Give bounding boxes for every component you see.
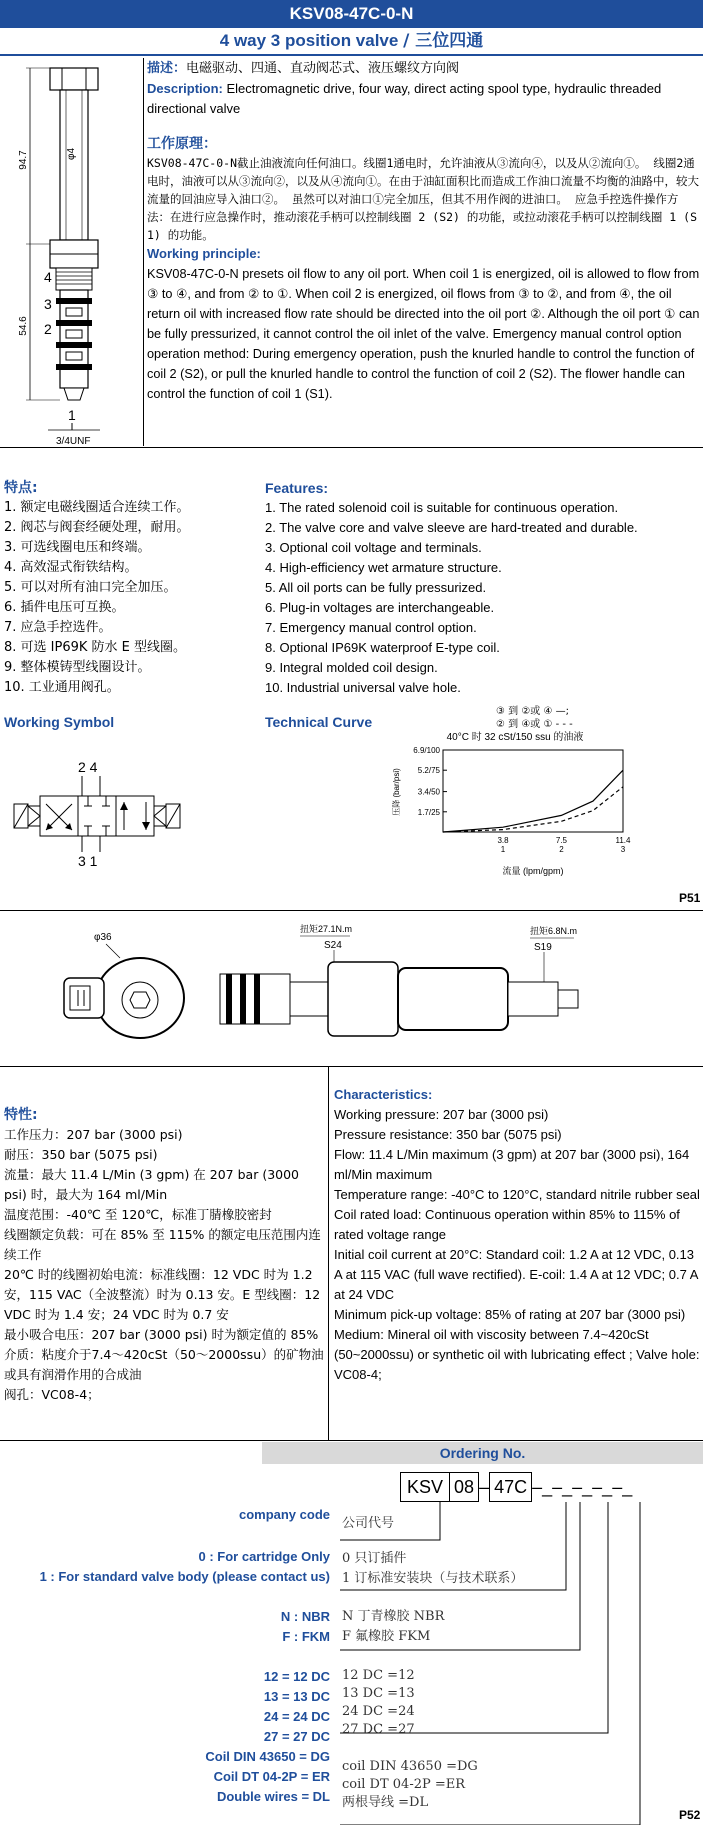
x-tick-label: 3.8: [497, 836, 509, 845]
order-v13-en: 13 = 13 DC: [263, 1689, 330, 1704]
list-item: 介质：粘度介于7.4～420cSt（50～2000ssu）的矿物油或具有润滑作用的合成油: [4, 1347, 324, 1382]
order-fkm-cn: F 氟橡胶 FKM: [342, 1629, 431, 1644]
y-tick-label: 3.4/50: [417, 787, 440, 797]
order-din-en: Coil DIN 43650 = DG: [205, 1749, 330, 1764]
x-tick-label: 11.4: [615, 836, 631, 845]
order-dt-cn: coil DT 04-2P =ER: [342, 1777, 466, 1792]
code-tail: –_–_–_–_–_: [532, 1477, 633, 1497]
torque-size-1: S24: [324, 940, 342, 951]
page-subtitle: [0, 28, 703, 54]
list-item: 4. 高效湿式衔铁结构。: [4, 560, 138, 575]
x-tick-label: 7.5: [555, 836, 567, 845]
features-cn: [4, 478, 259, 698]
list-item: 8. Optional IP69K waterproof E-type coil.: [265, 640, 500, 655]
principle-block: [147, 134, 700, 404]
x-tick-label-gpm: 2: [559, 845, 564, 854]
order-cartridge-en: 0 : For cartridge Only: [198, 1549, 330, 1564]
order-v12-cn: 12 DC =12: [342, 1668, 415, 1683]
order-v27-en: 27 = 27 DC: [263, 1729, 330, 1744]
symbol-port-top: 2 4: [78, 760, 98, 775]
code-47c: 47C: [489, 1472, 532, 1502]
ordering-title-bar: [262, 1442, 703, 1464]
order-body-en: 1 : For standard valve body (please contact us): [39, 1569, 330, 1584]
subtitle-cn: / 三位四通: [403, 31, 484, 51]
list-item: 8. 可选 IP69K 防水 E 型线圈。: [4, 640, 187, 655]
coil-dia: φ36: [94, 932, 112, 943]
list-item: Pressure resistance: 350 bar (5075 psi): [334, 1127, 562, 1142]
port-label-2: 2: [44, 321, 52, 337]
torque-size-2: S19: [534, 942, 552, 953]
characteristics-en: [334, 1085, 700, 1385]
list-item: 6. 插件电压可互换。: [4, 600, 125, 615]
order-v27-cn: 27 DC =27: [342, 1722, 415, 1737]
port-label-1: 1: [68, 407, 76, 423]
chart-plot: [443, 750, 623, 832]
order-nbr-cn: N 丁青橡胶 NBR: [342, 1609, 445, 1624]
order-v24-cn: 24 DC =24: [342, 1704, 415, 1719]
working-symbol: [10, 760, 185, 870]
coil-drawing: [50, 920, 670, 1060]
list-item: 4. High-efficiency wet armature structure.: [265, 560, 502, 575]
list-item: Temperature range: -40°C to 120°C, standard nitrile rubber seal: [334, 1187, 700, 1202]
dim-54-6: 54.6: [18, 316, 29, 336]
technical-curve-chart: [385, 728, 645, 878]
torque-1: 扭矩27.1N.m: [300, 924, 353, 934]
port-label-4: 4: [44, 269, 52, 285]
characteristics-divider: [328, 1066, 329, 1440]
torque-2: 扭矩6.8N.m: [530, 926, 578, 936]
dim-phi4: φ4: [66, 147, 77, 161]
list-item: 工作压力：207 bar (3000 psi): [4, 1127, 183, 1142]
port-label-3: 3: [44, 296, 52, 312]
list-item: 阀孔：VC08-4；: [4, 1387, 100, 1402]
y-tick-label: 1.7/25: [417, 807, 440, 817]
order-fkm-en: F : FKM: [282, 1629, 330, 1644]
order-v24-en: 24 = 24 DC: [263, 1709, 330, 1724]
characteristics-cn-title: 特性:: [4, 1107, 38, 1123]
order-nbr-en: N : NBR: [280, 1609, 330, 1624]
list-item: 20℃ 时的线圈初始电流：标准线圈：12 VDC 时为 1.2 安，115 VAC（全波整流）时为 0.13 安。E 型线圈：12 VDC 时为 1.4 安；24 VDC 时为 0.7 安: [4, 1267, 321, 1322]
list-item: 3. 可选线圈电压和终端。: [4, 540, 151, 555]
cartridge-drawing: [0, 58, 145, 448]
description-en-label: Description:: [147, 81, 223, 96]
list-item: 10. Industrial universal valve hole.: [265, 680, 461, 695]
order-wires-cn: 两根导线 =DL: [342, 1795, 429, 1810]
page-title: KSV08-47C-0-N: [0, 0, 703, 28]
list-item: 2. 阀芯与阀套经硬处理，耐用。: [4, 520, 190, 535]
characteristics-cn: [4, 1105, 324, 1405]
features-en: [265, 478, 700, 698]
ordering-title: Ordering No.: [439, 1445, 526, 1461]
chart-title: 40°C 时 32 cSt/150 ssu 的油液: [446, 732, 584, 743]
list-item: 线圈额定负载：可在 85% 至 115% 的额定电压范围内连续工作: [4, 1227, 321, 1262]
list-item: 10. 工业通用阀孔。: [4, 680, 120, 695]
list-item: 耐压：350 bar (5075 psi): [4, 1147, 158, 1162]
principle-cn-text: KSV08-47C-0-N截止油液流向任何油口。线圈1通电时，允许油液从③流向④，以及从②流向①。 线圈2通电时，油液可以从③流向②，以及从④流向①。在由于油缸面积比而造成工作油口流量不均衡的油路中，较大流量的回油应导入油口②。 虽然可以对油口①完全加压，但其不用作阀的进油口。 应急手控选件操作方法：在进行应急操作时，推动滚花手柄可以控制线圈 2 (S2) 的功能，或拉动滚花手柄可以控制线圈 1 (S1) 的功能。: [147, 156, 699, 242]
list-item: 3. Optional coil voltage and terminals.: [265, 540, 482, 555]
order-code: [400, 1472, 632, 1502]
order-body-cn: 1 订标准安装块（与技术联系）: [342, 1571, 524, 1586]
section-divider-2: [0, 910, 703, 911]
list-item: Flow: 11.4 L/Min maximum (3 gpm) at 207 bar (3000 psi), 164 ml/Min maximum: [334, 1147, 690, 1182]
characteristics-en-title: Characteristics:: [334, 1087, 433, 1102]
principle-en-label: Working principle:: [147, 246, 261, 261]
thread-label: 3/4UNF: [56, 436, 91, 447]
y-ticks: [413, 746, 447, 817]
curve-title: Technical Curve: [265, 714, 373, 730]
symbol-port-bottom: 3 1: [78, 853, 98, 869]
code-08: 08: [450, 1472, 479, 1502]
legend-solid: ③ 到 ②或 ④ —;: [496, 706, 569, 717]
features-en-title: Features:: [265, 480, 329, 496]
list-item: 1. The rated solenoid coil is suitable for continuous operation.: [265, 500, 619, 515]
dim-94-7: 94.7: [18, 150, 29, 170]
description-block: [147, 58, 700, 119]
legend-dashed: ② 到 ④或 ① - - -: [496, 719, 573, 730]
list-item: 2. The valve core and valve sleeve are hard-treated and durable.: [265, 520, 638, 535]
description-cn-text: 电磁驱动、四通、直动阀芯式、液压螺纹方向阀: [186, 61, 460, 76]
section-divider-1: [0, 447, 703, 448]
drawing-divider: [143, 58, 144, 446]
list-item: Initial coil current at 20°C: Standard coil: 1.2 A at 12 VDC, 0.13 A at 115 VAC (full wave rectified). E-coil: 1.4 A at 12 VDC; 0.7 A at 24 VDC: [334, 1247, 698, 1302]
list-item: 6. Plug-in voltages are interchangeable.: [265, 600, 495, 615]
y-axis-label: 压降 (bar/psi): [392, 768, 401, 816]
list-item: 9. 整体模铸型线圈设计。: [4, 660, 151, 675]
order-v13-cn: 13 DC =13: [342, 1686, 415, 1701]
order-din-cn: coil DIN 43650 =DG: [342, 1759, 478, 1774]
order-company-en: company code: [238, 1507, 330, 1522]
code-ksv: KSV: [400, 1472, 450, 1502]
list-item: 7. Emergency manual control option.: [265, 620, 477, 635]
list-item: Minimum pick-up voltage: 85% of rating at 207 bar (3000 psi): [334, 1307, 686, 1322]
order-company-cn: 公司代号: [342, 1516, 395, 1531]
list-item: Working pressure: 207 bar (3000 psi): [334, 1107, 549, 1122]
x-ticks: [497, 836, 631, 854]
list-item: 5. All oil ports can be fully pressurized.: [265, 580, 487, 595]
subtitle-en: 4 way 3 position valve: [219, 31, 399, 50]
list-item: 5. 可以对所有油口完全加压。: [4, 580, 177, 595]
order-v12-en: 12 = 12 DC: [263, 1669, 330, 1684]
page-number-2: P52: [679, 1808, 701, 1822]
order-cartridge-cn: 0 只订插件: [342, 1551, 407, 1566]
principle-en-text: KSV08-47C-0-N presets oil flow to any oil port. When coil 1 is energized, oil is allowed to flow from ③ to ④, and from ② to ①. When coil 2 is energized, oil flows from ③ to ②, and from ④, the oil return oil with increased flow rate should be directed into the oil port ②. Although the oil port ① can be fully pressurized, it cannot control the oil inlet of the valve. Emergency manual control option operation method: During emergency operation, push the knurled handle to control the function of coil 2 (S2), or pull the knurled handle to control the function of coil 2 (S2). The flower handle can control the function of coil 1 (S1).: [147, 267, 700, 401]
list-item: Medium: Mineral oil with viscosity between 7.4~420cSt (50~2000ssu) or synthetic oil with lubricating effect ; Valve hole: VC08-4;: [334, 1327, 700, 1382]
order-dt-en: Coil DT 04-2P = ER: [213, 1769, 330, 1784]
page-number-1: P51: [679, 891, 701, 905]
list-item: 最小吸合电压：207 bar (3000 psi) 时为额定值的 85%: [4, 1327, 319, 1342]
code-dash: –: [479, 1477, 490, 1497]
list-item: 7. 应急手控选件。: [4, 620, 112, 635]
symbol-title: Working Symbol: [4, 714, 115, 730]
x-axis-label: 流量 (lpm/gpm): [502, 866, 564, 876]
list-item: 流量：最大 11.4 L/Min (3 gpm) 在 207 bar (3000 psi) 时，最大为 164 ml/Min: [4, 1167, 300, 1202]
y-tick-label: 5.2/75: [417, 766, 440, 776]
y-tick-label: 6.9/100: [413, 746, 440, 755]
x-tick-label-gpm: 1: [500, 845, 506, 854]
section-divider-3: [0, 1066, 703, 1067]
list-item: 9. Integral molded coil design.: [265, 660, 438, 675]
x-tick-label-gpm: 3: [620, 845, 626, 854]
features-cn-title: 特点:: [4, 480, 38, 496]
list-item: 温度范围：-40℃ 至 120℃，标准丁腈橡胶密封: [4, 1207, 272, 1222]
list-item: 1. 额定电磁线圈适合连续工作。: [4, 500, 190, 515]
principle-cn-label: 工作原理：: [147, 136, 217, 152]
list-item: Coil rated load: Continuous operation within 85% to 115% of rated voltage range: [334, 1207, 680, 1242]
order-wires-en: Double wires = DL: [216, 1789, 330, 1804]
description-cn-label: 描述：: [147, 61, 187, 76]
section-divider-4: [0, 1440, 703, 1441]
description-en-text: Electromagnetic drive, four way, direct acting spool type, hydraulic threaded directional valve: [147, 81, 662, 116]
header-divider: [0, 54, 703, 56]
